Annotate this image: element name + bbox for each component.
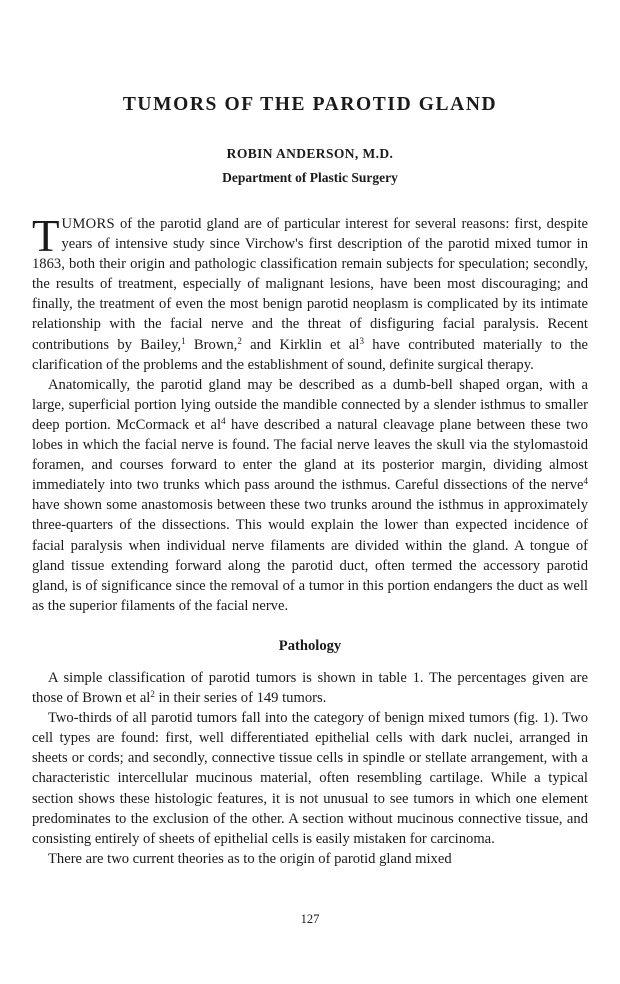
intro-paragraph-2 [32, 375, 588, 616]
reference-superscript: 2 [150, 689, 155, 700]
page-number: 127 [300, 912, 320, 926]
article-body [32, 211, 589, 869]
author-department: Department of Plastic Surgery [222, 170, 398, 185]
author-name: ROBIN ANDERSON, M.D. [226, 146, 394, 161]
reference-superscript: 1 [181, 335, 186, 346]
reference-superscript: 4 [583, 476, 588, 487]
paragraph-text: in their series of 149 tumors. [154, 690, 327, 707]
reference-superscript: 3 [359, 335, 364, 346]
paragraph-text: Anatomically, the parotid gland may be described as a dumb-bell shaped organ, with a large, superficial portion lying outside the mandible connected by a slender isthmus to smaller deep portion. McCormack et al [32, 376, 588, 433]
section-heading-pathology: Pathology [278, 637, 342, 654]
pathology-paragraph-1 [32, 668, 588, 708]
paragraph-text: have shown some anastomosis between these two trunks around the isthmus in approximately three-quarters of the dissections. This would explain the lower than expected incidence of facial paralysis when individual nerve filaments are divided within the gland. A tongue of gland tissue extending forward along the parotid duct, often termed the accessory parotid gland, is of significance since the removal of a tumor in this portion endangers the duct as well as the superior filaments of the facial nerve. [32, 497, 588, 614]
paragraph-text: A simple classification of parotid tumors is shown in table 1. The percentages given are those of Brown et al [32, 669, 588, 707]
paragraph-text: have contributed materially to the clarification of the problems and the establishment of sound, definite surgical therapy. [32, 336, 589, 373]
article-title: TUMORS OF THE PAROTID GLAND [122, 94, 498, 115]
paragraph-text: and Kirklin et al [241, 336, 360, 353]
pathology-paragraph-3: There are two current theories as to the origin of parotid gland mixed [48, 850, 452, 867]
paragraph-text: Brown, [185, 336, 238, 353]
paragraph-text: of the parotid gland are of particular interest for several reasons: first, despite years of intensive study since Virchow's first description of the parotid mixed tumor in 1863, both their origin and pathologic classification remain subjects for speculation; secondly, the results of treatment, especially of malignant lesions, have been most discouraging; and finally, the treatment of even the most benign parotid neoplasm is complicated by its intimate relationship with the facial nerve and the threat of disfiguring facial paralysis. Recent contributions by Bailey, [32, 216, 588, 353]
paragraph-text: have described a natural cleavage plane between these two lobes in which the facial nerve is found. The facial nerve leaves the skull via the stylomastoid foramen, and courses forward to enter the gland at its posterior margin, dividing almost immediately into two trunks which pass around the isthmus. Careful dissections of the nerve [32, 416, 588, 494]
drop-cap: T [32, 211, 60, 261]
intro-paragraph-1 [32, 211, 589, 375]
pathology-paragraph-2: Two-thirds of all parotid tumors fall into the category of benign mixed tumors (fig. 1). Two cell types are found: first, well differentiated epithelial cells with dark nuclei, arranged in sheets or cords; and secondly, connective tissue cells in spindle or stellate arrangement, with a characteristic intercellular mucinous material, often resembling cartilage. While a typical section shows these histologic features, it is not unusual to see tumors in which one element predominates to the exclusion of the other. A section without mucinous connective tissue, and consisting entirely of sheets of epithelial cells is easily mistaken for carcinoma. [32, 710, 588, 847]
reference-superscript: 4 [221, 415, 226, 426]
reference-superscript: 2 [237, 335, 242, 346]
opening-word: UMORS [61, 216, 115, 232]
